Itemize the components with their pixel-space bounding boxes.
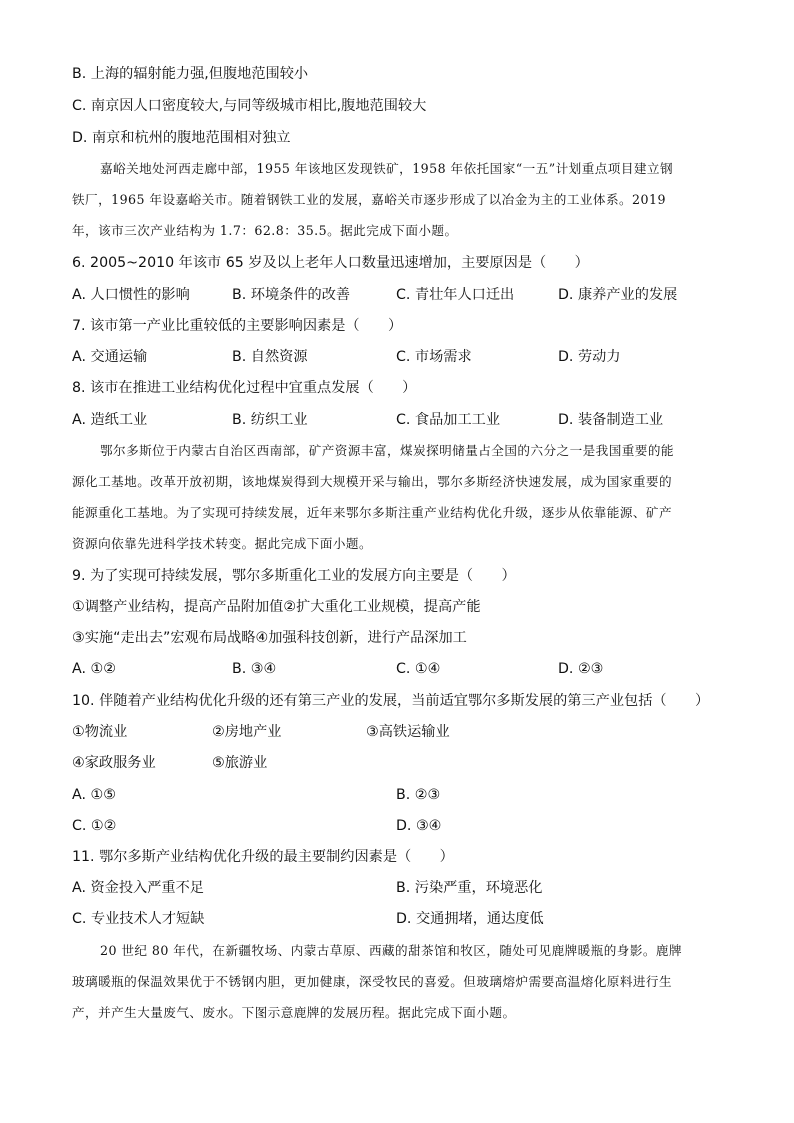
q8-option-c[interactable]: C. 食品加工工业 xyxy=(396,412,501,428)
q10-item-5: ⑤旅游业 xyxy=(212,755,268,771)
q6-option-d[interactable]: D. 康养产业的发展 xyxy=(558,287,678,303)
q5-option-b[interactable]: B. 上海的辐射能力强,但腹地范围较小 xyxy=(72,66,309,82)
q8-stem: 8. 该市在推进工业结构优化过程中宜重点发展（ ） xyxy=(72,380,417,396)
q11-option-b[interactable]: B. 污染严重，环境恶化 xyxy=(396,880,543,896)
q10-stem: 10. 伴随着产业结构优化升级的还有第三产业的发展，当前适宜鄂尔多斯发展的第三产业包括（ ） xyxy=(72,693,710,709)
q8-option-a[interactable]: A. 造纸工业 xyxy=(72,412,148,428)
q7-option-d[interactable]: D. 劳动力 xyxy=(558,349,621,365)
passage-ordos-line-3: 能源重化工基地。为了实现可持续发展，近年来鄂尔多斯注重产业结构优化升级，逐步从依靠能源、矿产 xyxy=(72,505,673,520)
q11-stem: 11. 鄂尔多斯产业结构优化升级的最主要制约因素是（ ） xyxy=(72,849,454,865)
q10-item-4: ④家政服务业 xyxy=(72,755,156,771)
q10-option-d[interactable]: D. ③④ xyxy=(396,818,442,834)
q11-option-a[interactable]: A. 资金投入严重不足 xyxy=(72,880,204,896)
q6-option-c[interactable]: C. 青壮年人口迁出 xyxy=(396,287,515,303)
q7-option-b[interactable]: B. 自然资源 xyxy=(232,349,308,365)
q10-items-row-2 xyxy=(72,753,712,773)
passage-ordos-line-2: 源化工基地。改革开放初期，该地煤炭得到大规模开采与输出，鄂尔多斯经济快速发展，成为国家重要的 xyxy=(72,474,673,489)
passage-ordos-line-4: 资源向依靠先进科学技术转变。据此完成下面小题。 xyxy=(72,536,373,551)
q7-options xyxy=(72,347,712,367)
q11-options-row-2 xyxy=(72,909,712,929)
q9-option-d[interactable]: D. ②③ xyxy=(558,661,604,677)
passage-deer-brand-line-1: 20 世纪 80 年代，在新疆牧场、内蒙古草原、西藏的甜茶馆和牧区，随处可见鹿牌暖瓶的身影。鹿牌 xyxy=(100,943,683,958)
q9-items-line-1: ①调整产业结构，提高产品附加值②扩大重化工业规模，提高产能 xyxy=(72,599,481,615)
q8-option-b[interactable]: B. 纺织工业 xyxy=(232,412,308,428)
q7-option-c[interactable]: C. 市场需求 xyxy=(396,349,472,365)
passage-jiayuguan-line-3: 年，该市三次产业结构为 1.7：62.8：35.5。据此完成下面小题。 xyxy=(72,223,458,238)
q6-option-a[interactable]: A. 人口惯性的影响 xyxy=(72,287,190,303)
q6-options xyxy=(72,285,712,305)
q11-option-c[interactable]: C. 专业技术人才短缺 xyxy=(72,911,205,927)
q10-item-1: ①物流业 xyxy=(72,724,128,740)
q9-stem: 9. 为了实现可持续发展，鄂尔多斯重化工业的发展方向主要是（ ） xyxy=(72,568,516,584)
q9-option-b[interactable]: B. ③④ xyxy=(232,661,277,677)
q6-stem: 6. 2005~2010 年该市 65 岁及以上老年人口数量迅速增加，主要原因是（ ） xyxy=(72,255,589,271)
q6-option-b[interactable]: B. 环境条件的改善 xyxy=(232,287,351,303)
q9-option-a[interactable]: A. ①② xyxy=(72,661,116,677)
q9-items-line-2: ③实施“走出去”宏观布局战略④加强科技创新，进行产品深加工 xyxy=(72,630,467,646)
q9-option-c[interactable]: C. ①④ xyxy=(396,661,441,677)
q8-options xyxy=(72,410,712,430)
q7-option-a[interactable]: A. 交通运输 xyxy=(72,349,148,365)
q8-option-d[interactable]: D. 装备制造工业 xyxy=(558,412,664,428)
q7-stem: 7. 该市第一产业比重较低的主要影响因素是（ ） xyxy=(72,318,403,334)
q10-item-3: ③高铁运输业 xyxy=(366,724,450,740)
q10-option-b[interactable]: B. ②③ xyxy=(396,787,441,803)
q9-options xyxy=(72,659,712,679)
q10-item-2: ②房地产业 xyxy=(212,724,282,740)
passage-jiayuguan-line-2: 铁厂，1965 年设嘉峪关市。随着钢铁工业的发展，嘉峪关市逐步形成了以冶金为主的工业体系。2019 xyxy=(72,192,666,207)
passage-jiayuguan-line-1: 嘉峪关地处河西走廊中部，1955 年该地区发现铁矿，1958 年依托国家“一五”计划重点项目建立钢 xyxy=(100,161,674,176)
q10-options-row-2 xyxy=(72,816,712,836)
passage-deer-brand-line-2: 玻璃暖瓶的保温效果优于不锈钢内胆，更加健康，深受牧民的喜爱。但玻璃熔炉需要高温熔化原料进行生 xyxy=(72,974,673,989)
q5-option-d[interactable]: D. 南京和杭州的腹地范围相对独立 xyxy=(72,130,291,146)
q10-options-row-1 xyxy=(72,785,712,805)
q10-option-c[interactable]: C. ①② xyxy=(72,818,117,834)
q11-option-d[interactable]: D. 交通拥堵，通达度低 xyxy=(396,911,544,927)
q11-options-row-1 xyxy=(72,878,712,898)
q10-option-a[interactable]: A. ①⑤ xyxy=(72,787,116,803)
q5-option-c[interactable]: C. 南京因人口密度较大,与同等级城市相比,腹地范围较大 xyxy=(72,98,427,114)
q10-items-row-1 xyxy=(72,722,712,742)
passage-deer-brand-line-3: 产，并产生大量废气、废水。下图示意鹿牌的发展历程。据此完成下面小题。 xyxy=(72,1005,516,1020)
passage-ordos-line-1: 鄂尔多斯位于内蒙古自治区西南部，矿产资源丰富，煤炭探明储量占全国的六分之一是我国重要的能 xyxy=(100,443,674,458)
